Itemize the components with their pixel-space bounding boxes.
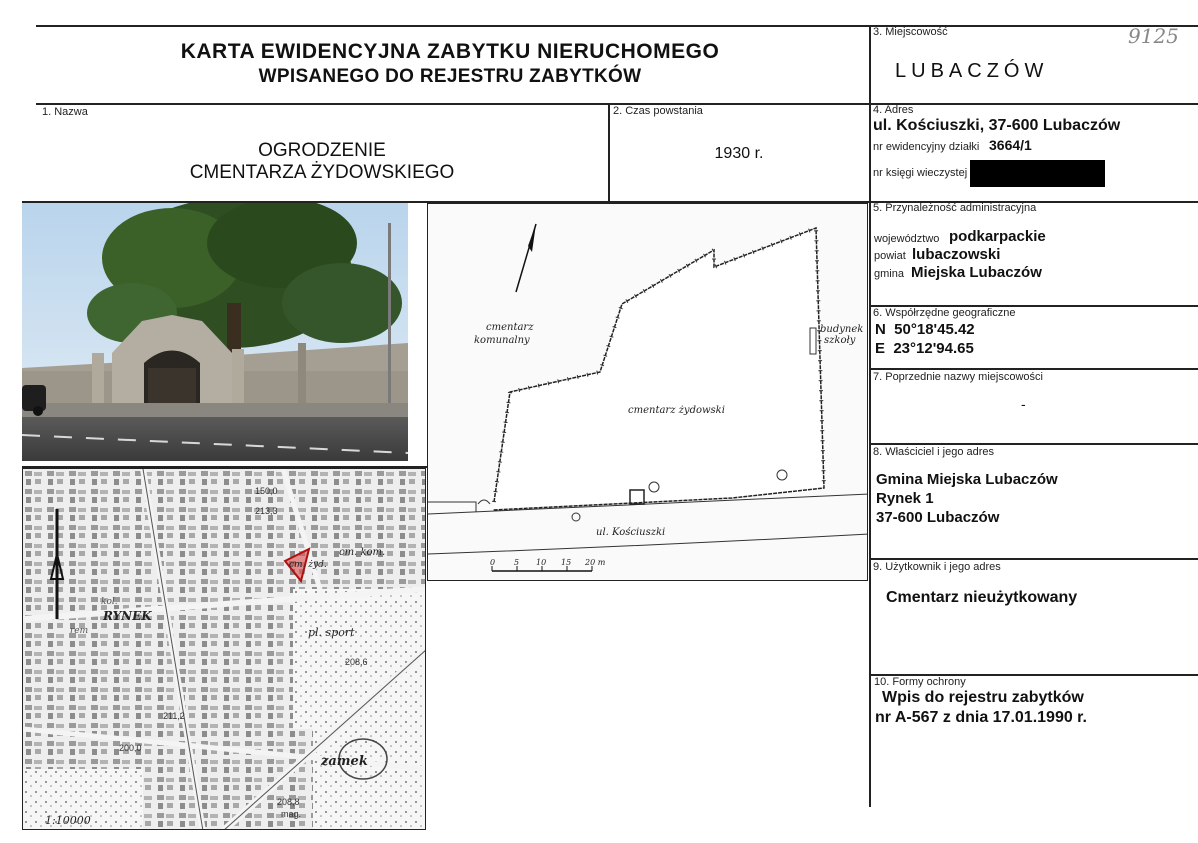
przynaleznosc-label: 5. Przynależność administracyjna — [873, 202, 1037, 214]
scale-tick-0: 0 — [490, 558, 496, 567]
gmina-value: Miejska Lubaczów — [911, 264, 1042, 281]
map-label-elev-211: 211,2 — [163, 711, 185, 721]
wlasciciel-label: 8. Właściciel i jego adres — [873, 446, 995, 458]
row9-line — [869, 558, 1198, 560]
map-label-elev-213: 213,3 — [255, 506, 278, 516]
document-title-line2: WPISANEGO DO REJESTRU ZABYTKÓW — [258, 66, 642, 87]
wlasciciel-line2: Rynek 1 — [876, 490, 934, 507]
nr-dzialki-value: 3664/1 — [989, 137, 1032, 153]
uzytkownik-value: Cmentarz nieużytkowany — [886, 589, 1078, 606]
map-label-elev-200: 200,0 — [119, 743, 142, 753]
scale-tick-15: 15 — [561, 558, 572, 567]
label-budynek-2: szkoły — [824, 335, 856, 346]
label-cmentarz-komunalny-2: komunalny — [474, 335, 530, 346]
site-plan — [427, 203, 868, 581]
map-label-zamek: zamek — [321, 754, 368, 769]
scale-tick-5: 5 — [514, 558, 520, 567]
powiat-value: lubaczowski — [912, 246, 1001, 263]
nr-dzialki-label: nr ewidencyjny działki — [873, 141, 980, 153]
woj-value: podkarpackie — [949, 228, 1046, 245]
czas-label: 2. Czas powstania — [613, 105, 703, 117]
miejscowosc-label: 3. Miejscowość — [873, 26, 948, 38]
label-cmentarz-komunalny-1: cmentarz — [486, 322, 534, 333]
handwritten-number: 9125 — [1128, 24, 1179, 48]
map-label-cm-kom: cm. kom. — [339, 547, 386, 558]
top-border — [36, 25, 1198, 27]
map-label-mag: mag. — [281, 809, 302, 819]
coord-n: N 50°18'45.42 — [875, 321, 975, 338]
map-label-rynek: RYNEK — [103, 609, 152, 623]
map-label-cm-zyd: cm. żyd. — [289, 560, 327, 570]
map-label-pl-sport: pl. sport — [308, 626, 355, 639]
scale-tick-10: 10 — [536, 558, 547, 567]
map-scale: 1:10000 — [45, 814, 91, 827]
map-label-elev-208-6: 208,6 — [345, 657, 368, 667]
formy-line1: Wpis do rejestru zabytków — [882, 689, 1084, 706]
woj-label: województwo — [874, 233, 940, 245]
map-label-kol: kol. — [101, 597, 118, 607]
ksiega-label: nr księgi wieczystej — [873, 167, 968, 179]
city-map — [22, 468, 426, 830]
gmina-label: gmina — [874, 268, 904, 280]
nazwa-label: 1. Nazwa — [42, 106, 88, 118]
map-label-elev-150: 150,0 — [255, 486, 278, 496]
wlasciciel-line1: Gmina Miejska Lubaczów — [876, 471, 1058, 488]
map-label-elev-208-8: 208,8 — [277, 797, 300, 807]
poprzednie-label: 7. Poprzednie nazwy miejscowości — [873, 371, 1043, 383]
nazwa-line1: OGRODZENIE — [258, 140, 386, 161]
row8-line — [869, 443, 1198, 445]
adres-value: ul. Kościuszki, 37-600 Lubaczów — [873, 117, 1121, 134]
formy-line2: nr A-567 z dnia 17.01.1990 r. — [875, 709, 1087, 726]
formy-label: 10. Formy ochrony — [874, 676, 966, 688]
miejscowosc-value: LUBACZÓW — [895, 60, 1049, 82]
redacted-box — [970, 160, 1105, 187]
document-title-line1: KARTA EWIDENCYJNA ZABYTKU NIERUCHOMEGO — [180, 40, 720, 63]
row7-line — [869, 368, 1198, 370]
label-cmentarz-zydowski: cmentarz żydowski — [628, 405, 725, 416]
label-budynek-1: budynek — [820, 324, 864, 335]
label-street: ul. Kościuszki — [596, 527, 666, 538]
adres-label: 4. Adres — [873, 104, 914, 116]
scale-tick-20: 20 m — [585, 558, 606, 567]
coord-e: E 23°12'94.65 — [875, 340, 974, 357]
nazwa-line2: CMENTARZA ŻYDOWSKIEGO — [189, 162, 455, 183]
uzytkownik-label: 9. Użytkownik i jego adres — [873, 561, 1001, 573]
poprzednie-value: - — [1021, 396, 1026, 412]
map-label-rem: rem — [70, 626, 89, 636]
wspolrzedne-label: 6. Współrzędne geograficzne — [873, 307, 1016, 319]
main-vertical-divider — [869, 25, 871, 807]
powiat-label: powiat — [874, 250, 906, 262]
cemetery-photo — [22, 203, 408, 461]
czas-value: 1930 r. — [714, 145, 764, 162]
wlasciciel-line3: 37-600 Lubaczów — [876, 509, 1000, 526]
